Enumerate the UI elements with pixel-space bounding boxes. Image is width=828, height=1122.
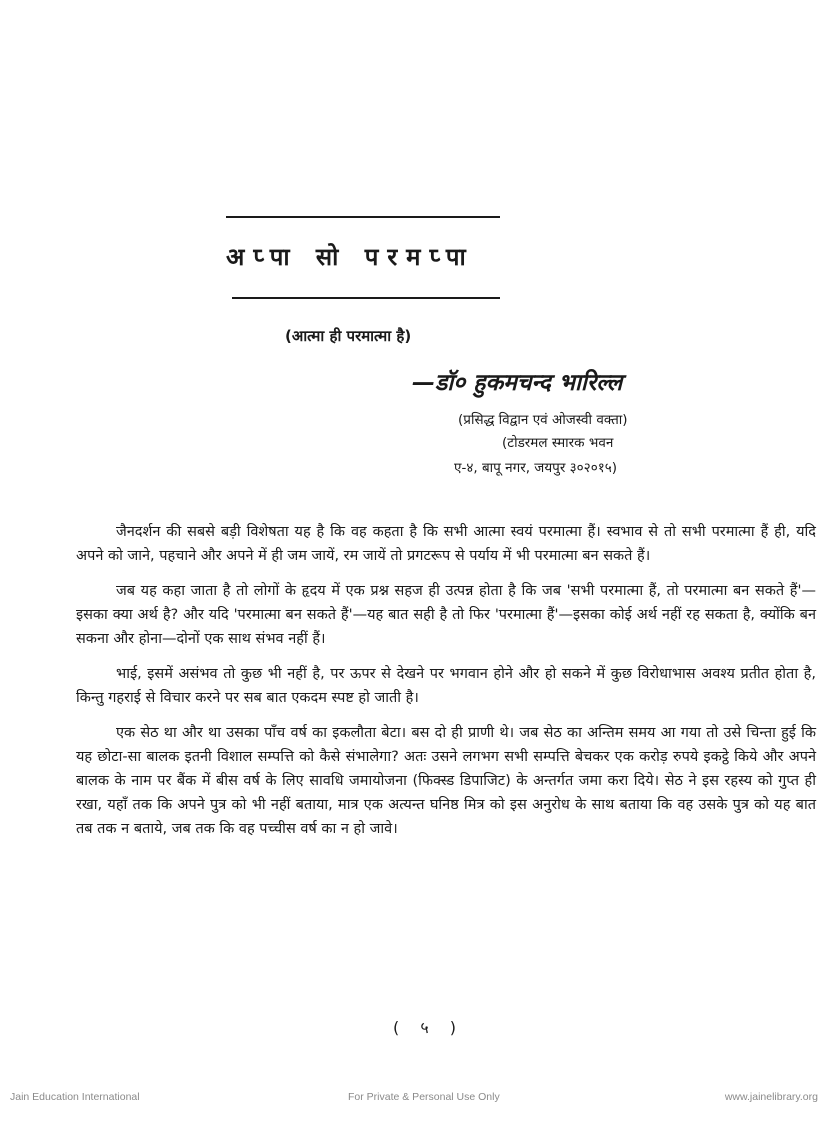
page-number: ( ५ ) <box>393 1018 464 1037</box>
title-rule-bottom <box>232 297 500 299</box>
article-body <box>76 520 816 852</box>
footer-publisher: Jain Education International <box>10 1091 140 1103</box>
footer-usage-note: For Private & Personal Use Only <box>348 1091 500 1103</box>
paragraph: भाई, इसमें असंभव तो कुछ भी नहीं है, पर ऊपर से देखने पर भगवान होने और हो सकने में कुछ विरोधाभास अवश्य प्रतीत होता है, किन्तु गहराई से विचार करने पर सब बात एकदम स्पष्ट हो जाती है। <box>76 666 816 706</box>
page-subtitle: (आत्मा ही परमात्मा है) <box>285 327 412 345</box>
title-rule-top <box>226 216 500 218</box>
author-affiliation-line: (प्रसिद्ध विद्वान एवं ओजस्वी वक्ता) <box>458 412 628 428</box>
paragraph: जब यह कहा जाता है तो लोगों के हृदय में एक प्रश्न सहज ही उत्पन्न होता है कि जब 'सभी परमात्मा हैं, तो परमात्मा बन सकते हैं'—इसका क्या अर्थ है? और यदि 'परमात्मा बन सकते हैं'—यह बात सही है तो फिर 'परमात्मा हैं'—इसका कोई अर्थ नहीं रह सकता है, क्योंकि बन सकना और होना—दोनों एक साथ संभव नहीं हैं। <box>76 583 816 647</box>
footer-website: www.jainelibrary.org <box>724 1091 818 1103</box>
page-title: अप्पा सो परमप्पा <box>226 243 475 271</box>
paragraph: एक सेठ था और था उसका पाँच वर्ष का इकलौता बेटा। बस दो ही प्राणी थे। जब सेठ का अन्तिम समय आ गया तो उसे चिन्ता हुई कि यह छोटा-सा बालक इतनी विशाल सम्पत्ति को कैसे संभालेगा? अतः उसने लगभग सभी सम्पत्ति बेचकर एक करोड़ रुपये इकट्ठे किये और अपने बालक के नाम पर बैंक में बीस वर्ष के लिए सावधि जमायोजना (फिक्स्ड डिपाजिट) के अन्तर्गत जमा करा दिये। सेठ ने इस रहस्य को गुप्त ही रखा, यहाँ तक कि अपने पुत्र को भी नहीं बताया, मात्र एक अत्यन्त घनिष्ठ मित्र को इस अनुरोध के साथ बताया कि वह उसके पुत्र को यह बात तब तक न बताये, जब तक कि वह पच्चीस वर्ष का न हो जावे। <box>76 725 816 837</box>
author-affiliation-line: (टोडरमल स्मारक भवन <box>502 435 614 451</box>
paragraph: जैनदर्शन की सबसे बड़ी विशेषता यह है कि वह कहता है कि सभी आत्मा स्वयं परमात्मा हैं। स्वभाव से तो सभी परमात्मा हैं ही, यदि अपने को जाने, पहचाने और अपने में ही जम जायें, रम जायें तो प्रगटरूप से पर्याय में भी परमात्मा बन सकते हैं। <box>76 524 816 564</box>
author-affiliation-line: ए-४, बापू नगर, जयपुर ३०२०१५) <box>454 460 618 476</box>
author-name: —डॉ० हुकमचन्द भारिल्ल <box>412 370 623 396</box>
